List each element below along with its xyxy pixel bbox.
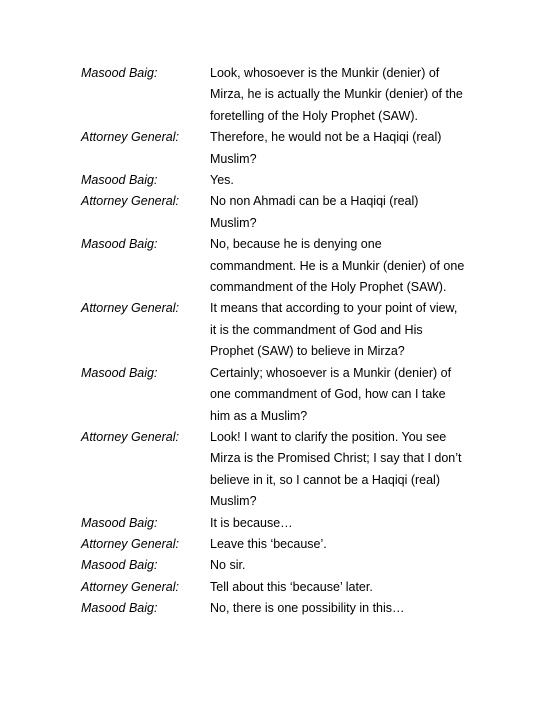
speech-line: him as a Muslim? <box>210 408 308 423</box>
speech-line: No, because he is denying one <box>210 237 382 252</box>
speech-text <box>210 127 472 170</box>
speech-line: Leave this ‘because’. <box>210 536 327 551</box>
speaker-label: Masood Baig: <box>81 601 158 616</box>
speech-text <box>210 191 472 234</box>
speech-line: Mirza, he is actually the Munkir (denier) of the <box>210 87 463 102</box>
speech-text <box>210 427 472 513</box>
speech-line: Tell about this ‘because’ later. <box>210 579 373 594</box>
speech-line: Mirza is the Promised Christ; I say that I don’t <box>210 451 462 466</box>
exchange-row <box>81 298 481 362</box>
speaker-label: Attorney General: <box>81 130 179 145</box>
transcript <box>81 63 481 620</box>
exchange-row <box>81 63 481 127</box>
speech-text <box>210 170 472 191</box>
speech-line: commandment. He is a Munkir (denier) of one <box>210 258 465 273</box>
speech-text <box>210 234 472 298</box>
speech-line: Muslim? <box>210 215 257 230</box>
speech-line: Look! I want to clarify the position. You see <box>210 429 447 444</box>
exchange-row <box>81 234 481 298</box>
speaker-label: Masood Baig: <box>81 558 158 573</box>
speaker-label: Attorney General: <box>81 579 179 594</box>
speech-line: No sir. <box>210 558 246 573</box>
speech-line: Certainly; whosoever is a Munkir (denier) of <box>210 365 452 380</box>
exchange-row <box>81 513 481 534</box>
speech-text <box>210 598 472 619</box>
speech-line: Yes. <box>210 173 234 188</box>
speech-line: No non Ahmadi can be a Haqiqi (real) <box>210 194 419 209</box>
speech-line: It is because… <box>210 515 293 530</box>
speaker-label: Attorney General: <box>81 429 179 444</box>
speaker-label: Attorney General: <box>81 194 179 209</box>
speech-line: It means that according to your point of view, <box>210 301 458 316</box>
exchange-row <box>81 598 481 619</box>
exchange-row <box>81 577 481 598</box>
exchange-row <box>81 127 481 170</box>
speech-line: Muslim? <box>210 151 257 166</box>
exchange-row <box>81 363 481 427</box>
exchange-row <box>81 191 481 234</box>
speech-line: No, there is one possibility in this… <box>210 601 405 616</box>
speaker-label: Masood Baig: <box>81 237 158 252</box>
speaker-label: Attorney General: <box>81 301 179 316</box>
exchange-row <box>81 427 481 513</box>
speech-line: believe in it, so I cannot be a Haqiqi (real) <box>210 472 440 487</box>
speaker-label: Masood Baig: <box>81 365 158 380</box>
speech-text <box>210 555 472 576</box>
speech-text <box>210 63 472 127</box>
exchange-row <box>81 555 481 576</box>
speaker-label: Masood Baig: <box>81 66 158 80</box>
speech-text <box>210 298 472 362</box>
speech-line: commandment of the Holy Prophet (SAW). <box>210 280 447 295</box>
speech-line: Therefore, he would not be a Haqiqi (real) <box>210 130 442 145</box>
speech-line: foretelling of the Holy Prophet (SAW). <box>210 108 418 123</box>
speech-text <box>210 534 472 555</box>
speech-line: Prophet (SAW) to believe in Mirza? <box>210 344 405 359</box>
speaker-label: Masood Baig: <box>81 515 158 530</box>
exchange-row <box>81 534 481 555</box>
exchange-row <box>81 170 481 191</box>
speaker-label: Attorney General: <box>81 536 179 551</box>
speech-text <box>210 363 472 427</box>
speech-text <box>210 513 472 534</box>
speech-line: it is the commandment of God and His <box>210 322 423 337</box>
speech-line: Muslim? <box>210 494 257 509</box>
speaker-label: Masood Baig: <box>81 173 158 188</box>
speech-line: one commandment of God, how can I take <box>210 387 446 402</box>
speech-text <box>210 577 472 598</box>
speech-line: Look, whosoever is the Munkir (denier) of <box>210 66 440 80</box>
